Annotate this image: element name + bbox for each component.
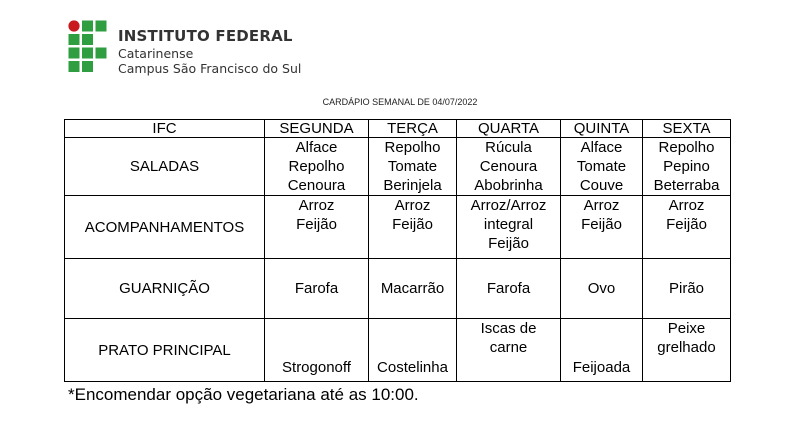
menu-cell bbox=[265, 319, 369, 382]
table-row bbox=[65, 319, 731, 382]
menu-item: Couve bbox=[579, 177, 624, 194]
menu-cell bbox=[265, 196, 369, 259]
menu-item: Costelinha bbox=[377, 359, 448, 376]
logo-green-square bbox=[69, 34, 80, 45]
menu-item: Berinjela bbox=[383, 177, 442, 194]
menu-item: Feijão bbox=[296, 216, 337, 233]
row-label: GUARNIÇÃO bbox=[65, 259, 265, 319]
page-title: CARDÁPIO SEMANAL DE 04/07/2022 bbox=[322, 97, 478, 107]
menu-item: Beterraba bbox=[653, 177, 720, 194]
corner-cell: IFC bbox=[65, 120, 265, 138]
menu-item: Pepino bbox=[663, 158, 710, 175]
menu-item: Alface bbox=[295, 139, 338, 156]
table-header-row bbox=[65, 120, 731, 138]
menu-cell bbox=[265, 259, 369, 319]
menu-cell bbox=[369, 196, 457, 259]
menu-item: Farofa bbox=[486, 280, 531, 297]
menu-cell bbox=[265, 138, 369, 196]
menu-cell bbox=[643, 259, 731, 319]
menu-item: Arroz bbox=[298, 197, 335, 214]
menu-item: grelhado bbox=[657, 339, 716, 356]
menu-cell bbox=[369, 138, 457, 196]
logo-green-square bbox=[96, 21, 107, 32]
day-header: TERÇA bbox=[369, 120, 457, 138]
menu-cell bbox=[643, 196, 731, 259]
day-header: QUARTA bbox=[457, 120, 561, 138]
day-header: SEGUNDA bbox=[265, 120, 369, 138]
menu-cell bbox=[369, 259, 457, 319]
footnote: *Encomendar opção vegetariana até as 10:00. bbox=[68, 385, 419, 404]
menu-item: Tomate bbox=[576, 158, 627, 175]
menu-item: Peixe bbox=[667, 320, 706, 337]
menu-item: Ovo bbox=[587, 280, 616, 297]
menu-item: Feijão bbox=[392, 216, 433, 233]
menu-item: Repolho bbox=[658, 139, 715, 156]
menu-item: Pirão bbox=[668, 280, 705, 297]
institute-logo bbox=[68, 20, 110, 74]
menu-item: Feijão bbox=[488, 235, 529, 252]
menu-item: Macarrão bbox=[380, 280, 445, 297]
menu-cell bbox=[457, 196, 561, 259]
menu-item: Arroz bbox=[668, 197, 705, 214]
table-row bbox=[65, 138, 731, 196]
menu-item: Tomate bbox=[387, 158, 438, 175]
menu-cell bbox=[457, 259, 561, 319]
institute-name bbox=[118, 29, 301, 75]
menu-item: Cenoura bbox=[479, 158, 538, 175]
menu-item: Feijão bbox=[581, 216, 622, 233]
logo-green-square bbox=[82, 61, 93, 72]
menu-item: Rúcula bbox=[485, 139, 532, 156]
menu-item: integral bbox=[483, 216, 534, 233]
menu-item: Arroz/Arroz bbox=[470, 197, 547, 214]
row-label: PRATO PRINCIPAL bbox=[65, 319, 265, 382]
logo-green-square bbox=[82, 21, 93, 32]
institute-name-line2: Catarinense bbox=[118, 46, 194, 61]
menu-item: Farofa bbox=[294, 280, 339, 297]
menu-cell bbox=[369, 319, 457, 382]
day-header: SEXTA bbox=[643, 120, 731, 138]
day-header: QUINTA bbox=[561, 120, 643, 138]
row-label: SALADAS bbox=[65, 138, 265, 196]
row-label: ACOMPANHAMENTOS bbox=[65, 196, 265, 259]
logo-green-square bbox=[82, 34, 93, 45]
menu-cell bbox=[457, 138, 561, 196]
campus-name: Campus São Francisco do Sul bbox=[118, 60, 302, 76]
institute-name-line1: INSTITUTO FEDERAL bbox=[118, 27, 293, 45]
menu-item: Iscas de bbox=[480, 320, 537, 337]
logo-green-square bbox=[96, 48, 107, 59]
logo-green-square bbox=[82, 48, 93, 59]
menu-cell bbox=[457, 319, 561, 382]
table-row bbox=[65, 259, 731, 319]
table-row bbox=[65, 196, 731, 259]
logo-green-square bbox=[69, 48, 80, 59]
menu-cell bbox=[643, 319, 731, 382]
menu-item: Strogonoff bbox=[282, 359, 351, 376]
menu-item: Feijão bbox=[666, 216, 707, 233]
menu-item: Feijoada bbox=[572, 359, 631, 376]
menu-cell bbox=[643, 138, 731, 196]
menu-item: Cenoura bbox=[287, 177, 346, 194]
menu-item: carne bbox=[489, 339, 528, 356]
menu-item: Repolho bbox=[384, 139, 441, 156]
logo-red-dot bbox=[68, 20, 79, 31]
menu-cell bbox=[561, 259, 643, 319]
menu-item: Abobrinha bbox=[474, 177, 543, 194]
menu-item: Arroz bbox=[583, 197, 620, 214]
menu-cell bbox=[561, 319, 643, 382]
menu-item: Alface bbox=[580, 139, 623, 156]
menu-item: Repolho bbox=[288, 158, 345, 175]
logo-green-square bbox=[69, 61, 80, 72]
menu-item: Arroz bbox=[394, 197, 431, 214]
menu-cell bbox=[561, 138, 643, 196]
weekly-menu-table bbox=[64, 119, 731, 382]
menu-cell bbox=[561, 196, 643, 259]
